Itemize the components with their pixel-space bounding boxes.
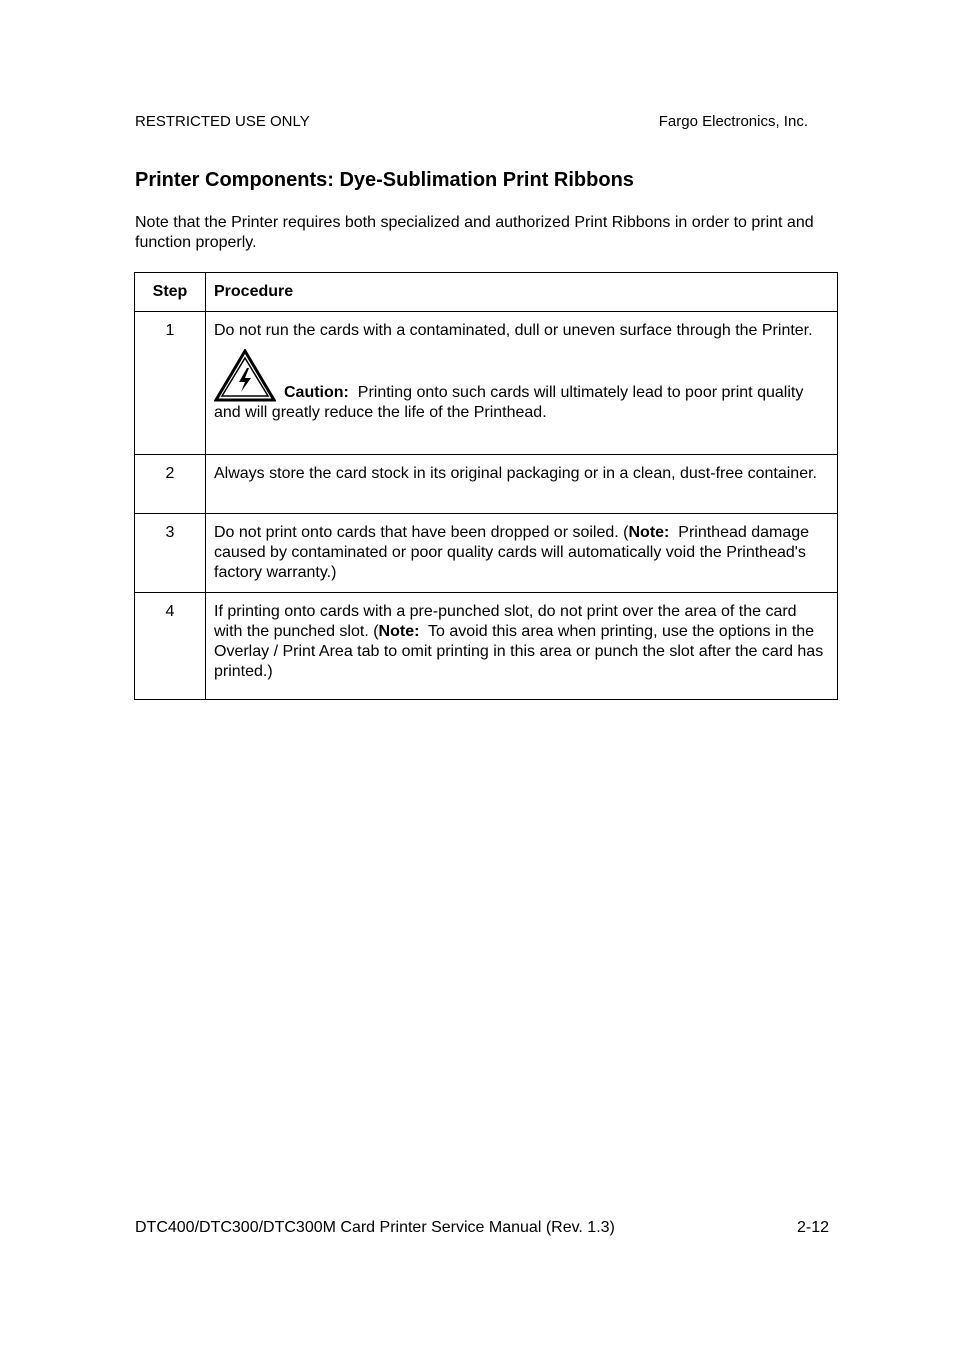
caution-text: Printing onto such cards will ultimately lead to poor print quality and will greatly reduce the life of the Printhead. — [214, 384, 808, 421]
step-number: 4 — [135, 593, 206, 700]
caution-label: Caution: — [284, 384, 349, 401]
table-header-row — [135, 273, 838, 312]
note-label: Note: — [378, 623, 420, 640]
procedure-text: If printing onto cards with a pre-punched slot, do not print over the area of the card with the punched slot. ( — [214, 603, 802, 640]
procedure-text: To avoid this area when printing, use the options in the Overlay / Print Area tab to omit printing in this area or punch the slot after the card has printed.) — [214, 623, 828, 680]
procedure-cell — [206, 312, 838, 455]
electrical-hazard-warning-icon — [214, 349, 276, 403]
procedure-cell — [206, 593, 838, 700]
procedure-text: Do not print onto cards that have been dropped or soiled. ( — [214, 524, 629, 541]
procedure-column-header: Procedure — [206, 273, 838, 312]
procedure-text: Do not run the cards with a contaminated, dull or uneven surface through the Printer. — [214, 322, 813, 339]
caution-block — [214, 349, 829, 423]
page-title: Printer Components: Dye-Sublimation Print Ribbons — [135, 169, 634, 191]
table-row — [135, 593, 838, 700]
footer-page-number: 2-12 — [796, 1219, 829, 1236]
header-company-name: Fargo Electronics, Inc. — [658, 113, 808, 130]
step-number: 3 — [135, 514, 206, 593]
header-restricted-notice: RESTRICTED USE ONLY — [135, 113, 310, 130]
footer-manual-title: DTC400/DTC300/DTC300M Card Printer Service Manual (Rev. 1.3) — [135, 1219, 615, 1236]
step-number: 1 — [135, 312, 206, 455]
note-label: Note: — [628, 524, 670, 541]
table-row — [135, 514, 838, 593]
procedure-cell — [206, 514, 838, 593]
procedure-table — [134, 272, 838, 700]
table-row — [135, 312, 838, 455]
intro-paragraph: Note that the Printer requires both specialized and authorized Print Ribbons in order to print and function properly. — [135, 214, 814, 251]
step-number: 2 — [135, 455, 206, 514]
step-column-header: Step — [135, 273, 206, 312]
procedure-text: Always store the card stock in its original packaging or in a clean, dust-free container. — [206, 455, 838, 514]
procedure-text: Printhead damage caused by contaminated or poor quality cards will automatically void the Printhead's factory warranty.) — [214, 524, 814, 581]
table-row — [135, 455, 838, 514]
